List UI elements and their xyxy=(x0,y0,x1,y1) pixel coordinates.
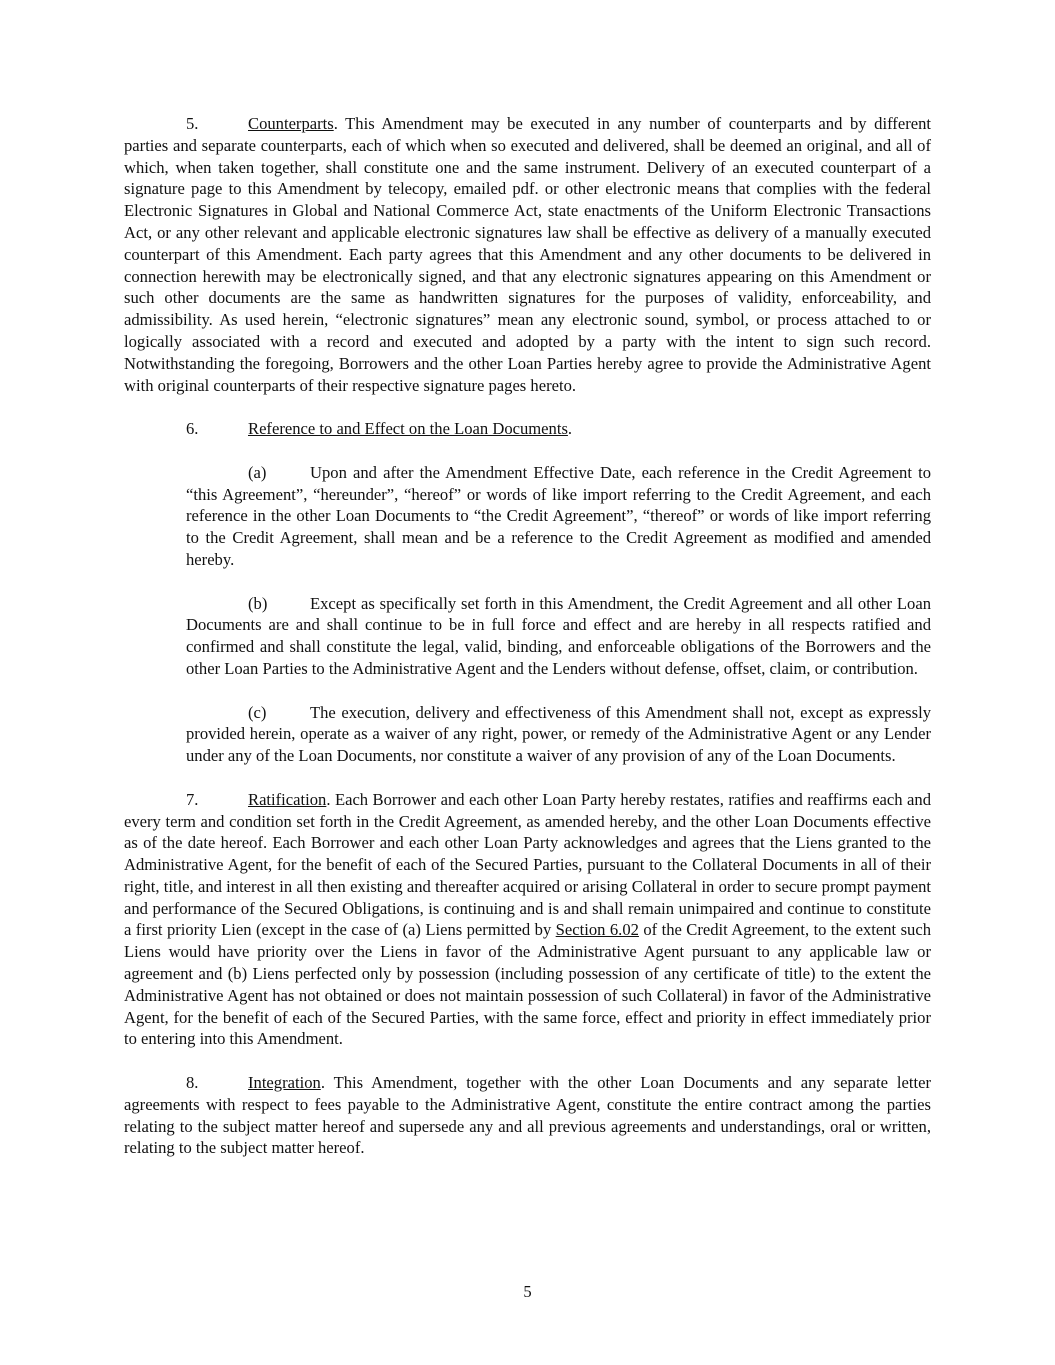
paragraph-gap xyxy=(124,680,931,702)
section-number: 6. xyxy=(186,419,199,439)
section-title: Integration xyxy=(248,1073,321,1093)
section-6-reference xyxy=(124,418,931,440)
subsection-label: (c) xyxy=(248,702,267,722)
section-8-integration xyxy=(124,1072,931,1159)
section-number: 8. xyxy=(186,1073,199,1093)
subsection-label: (b) xyxy=(248,593,268,613)
section-6b xyxy=(186,593,931,680)
paragraph-gap xyxy=(124,440,931,462)
paragraph-gap xyxy=(124,767,931,789)
section-6c xyxy=(186,702,931,767)
document-body xyxy=(124,113,931,1159)
section-number: 5. xyxy=(186,114,199,133)
paragraph-gap xyxy=(124,1050,931,1072)
section-text: . This Amendment may be executed in any number of counterparts and by different parties and separate counterparts, each of which when so executed and delivered, shall be deemed an original, and all of which, when taken together, shall constitute one and the same instrument. Delivery of an executed counterpart of a signature page to this Amendment by telecopy, emailed pdf. or other electronic means that complies with the federal Electronic Signatures in Global and National Commerce Act, state enactments of the Uniform Electronic Transactions Act, or any other relevant and applicable electronic signatures law shall be effective as delivery of a manually executed counterpart of this Amendment. Each party agrees that this Amendment and any other documents to be delivered in connection herewith may be electronically signed, and that any electronic signatures appearing on this Amendment or such other documents are the same as handwritten signatures for the purposes of validity, enforceability, and admissibility. As used herein, “electronic signatures” mean any electronic sound, symbol, or process attached to or logically associated with a record and executed and adopted by a party with the intent to sign such record. Notwithstanding the foregoing, Borrowers and the other Loan Parties hereby agree to provide the Administrative Agent with original counterparts of their respective signature pages hereto. xyxy=(124,114,931,395)
paragraph-gap xyxy=(124,571,931,593)
subsection-label: (a) xyxy=(248,462,267,482)
section-title: Counterparts xyxy=(248,114,334,133)
page-number: 5 xyxy=(523,1282,532,1301)
subsection-text: Except as specifically set forth in this Amendment, the Credit Agreement and all other Loan Documents are and shall continue to be in full force and effect and are hereby in all respects ratified and confirmed and shall constitute the legal, valid, binding, and enforceable obligations of the Borrowers and the other Loan Parties to the Administrative Agent and the Lenders without defense, offset, claim, or contribution. xyxy=(186,593,931,678)
section-title: Reference to and Effect on the Loan Documents xyxy=(248,419,568,439)
section-6a xyxy=(186,462,931,571)
section-reference: Section 6.02 xyxy=(555,920,639,940)
subsection-text: The execution, delivery and effectiveness of this Amendment shall not, except as expressly provided herein, operate as a waiver of any right, power, or remedy of the Administrative Agent or any Lender under any of the Loan Documents, nor constitute a waiver of any provision of any of the Loan Documents. xyxy=(186,702,931,766)
paragraph-gap xyxy=(124,396,931,418)
section-title: Ratification xyxy=(248,789,327,809)
section-text-part1: . Each Borrower and each other Loan Party hereby restates, ratifies and reaffirms each and every term and condition set forth in the Credit Agreement, as amended hereby, and the other Loan Documents effective as of the date hereof. Each Borrower and each other Loan Party acknowledges and agrees that the Liens granted to the Administrative Agent, for the benefit of each of the Secured Parties, pursuant to the Collateral Documents in all of their right, title, and interest in all then existing and thereafter acquired or arising Collateral in order to secure prompt payment and performance of the Secured Obligations, is continuing and is and shall remain unimpaired and continue to constitute a first priority Lien (except in the case of (a) Liens permitted by xyxy=(124,789,931,940)
section-text-part2: of the Credit Agreement, to the extent such Liens would have priority over the Liens in favor of the Administrative Agent pursuant to any applicable law or agreement and (b) Liens perfected only by possession (including possession of any certificate of title) to the extent the Administrative Agent has not obtained or does not maintain possession of such Collateral) in favor of the Administrative Agent, for the benefit of each of the Secured Parties, with the same force, effect and priority in effect immediately prior to entering into this Amendment. xyxy=(124,920,931,1049)
section-text: . xyxy=(567,419,573,439)
section-7-ratification xyxy=(124,789,931,1051)
section-text: . This Amendment, together with the other Loan Documents and any separate letter agreements with respect to fees payable to the Administrative Agent, constitute the entire contract among the parties relating to the subject matter hereof and supersede any and all previous agreements and understandings, oral or written, relating to the subject matter hereof. xyxy=(124,1073,931,1158)
section-number: 7. xyxy=(186,789,199,809)
subsection-text: Upon and after the Amendment Effective Date, each reference in the Credit Agreement to “this Agreement”, “hereunder”, “hereof” or words of like import referring to the Credit Agreement, and each reference in the other Loan Documents to “the Credit Agreement”, “thereof” or words of like import referring to the Credit Agreement, shall mean and be a reference to the Credit Agreement as modified and amended hereby. xyxy=(186,462,931,569)
section-5-counterparts xyxy=(124,113,931,396)
